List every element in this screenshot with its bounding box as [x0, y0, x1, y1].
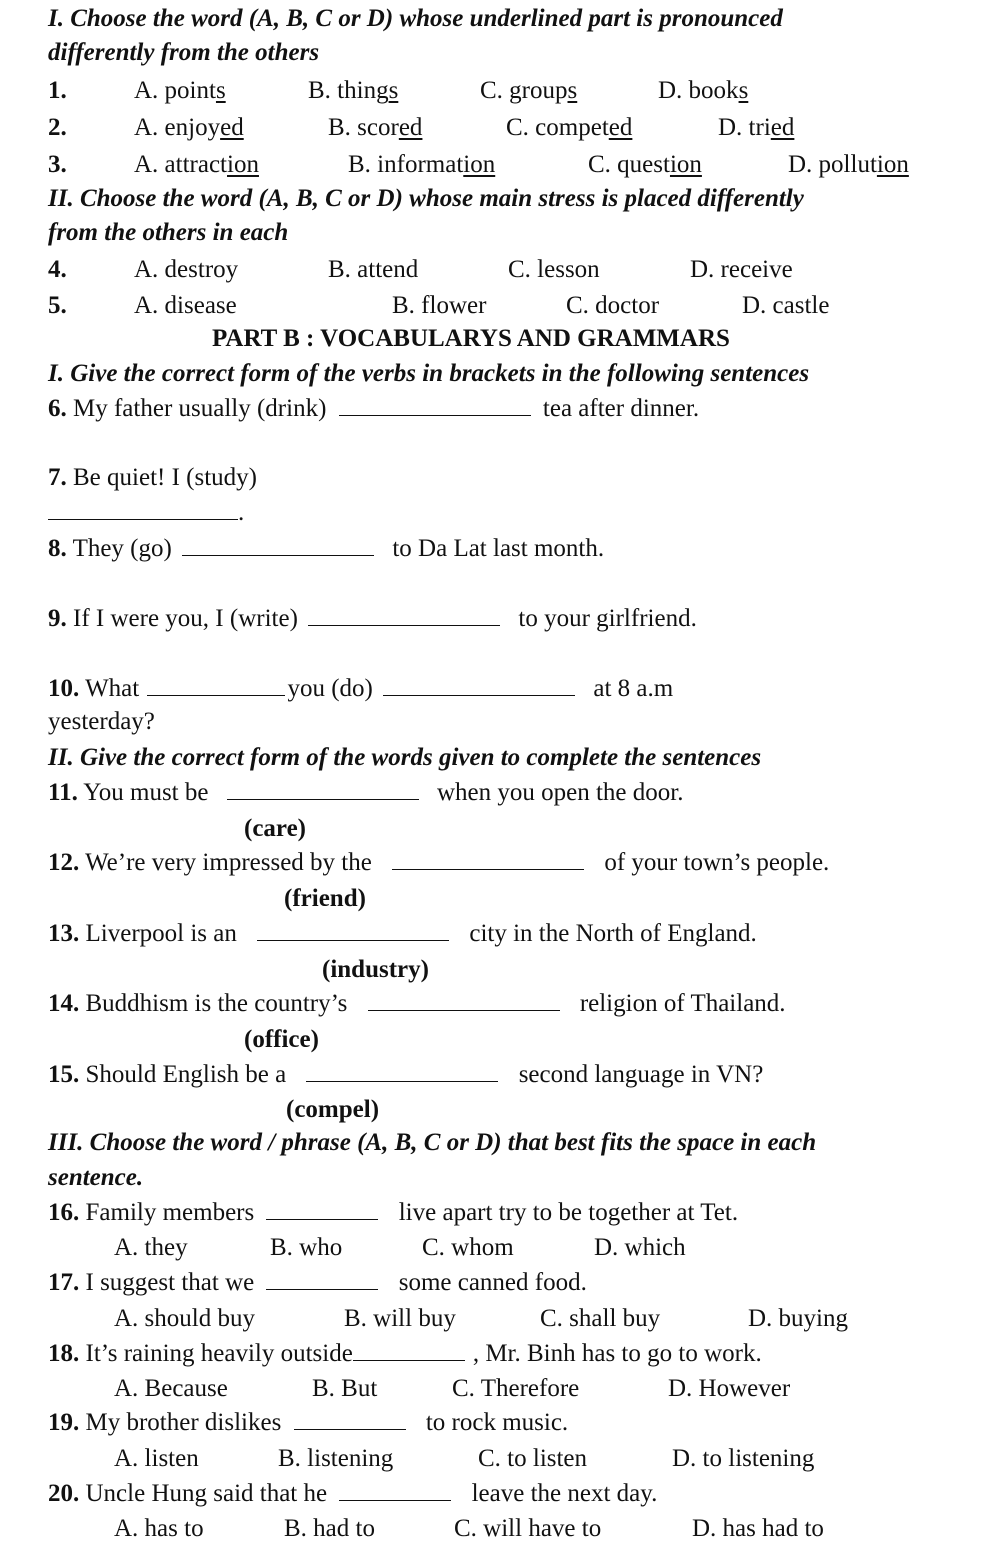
option-c: C. competed: [506, 114, 633, 141]
word-cue: (compel): [286, 1096, 380, 1123]
option-d[interactable]: D. which: [594, 1234, 686, 1261]
option-b[interactable]: B. will buy: [344, 1305, 456, 1332]
section-2-heading-cont: from the others in each: [48, 219, 289, 246]
answer-blank[interactable]: [294, 1407, 406, 1430]
question-19: 19. My brother dislikes to rock music.: [48, 1409, 569, 1436]
option-d: D. books: [658, 77, 749, 104]
word-cue: (care): [244, 815, 306, 842]
option-a[interactable]: A. they: [114, 1234, 188, 1261]
answer-blank[interactable]: [48, 497, 238, 520]
question-12: 12. We’re very impressed by the of your town’s people.: [48, 849, 830, 876]
word-cue: (industry): [322, 956, 429, 983]
section-4-heading: II. Give the correct form of the words given to complete the sentences: [48, 744, 762, 771]
question-number: 5.: [48, 292, 67, 319]
option-a[interactable]: A. should buy: [114, 1305, 255, 1332]
question-number: 3.: [48, 151, 67, 178]
answer-blank[interactable]: [339, 393, 531, 416]
option-b: B. flower: [392, 292, 487, 319]
option-a: A. disease: [134, 292, 237, 319]
answer-blank[interactable]: [266, 1267, 378, 1290]
question-18: 18. It’s raining heavily outside , Mr. Binh has to go to work.: [48, 1340, 762, 1367]
option-c: C. question: [588, 151, 702, 178]
option-c: C. groups: [480, 77, 578, 104]
option-d[interactable]: D. buying: [748, 1305, 848, 1332]
question-10-cont: yesterday?: [48, 708, 155, 735]
question-14: 14. Buddhism is the country’s religion of Thailand.: [48, 990, 786, 1017]
question-20: 20. Uncle Hung said that he leave the next day.: [48, 1480, 658, 1507]
answer-blank[interactable]: [257, 918, 449, 941]
question-13: 13. Liverpool is an city in the North of England.: [48, 920, 757, 947]
answer-blank[interactable]: [308, 603, 500, 626]
question-15: 15. Should English be a second language in VN?: [48, 1061, 764, 1088]
question-10: 10. What you (do) at 8 a.m: [48, 675, 674, 702]
question-9: 9. If I were you, I (write) to your girlfriend.: [48, 605, 697, 632]
option-c[interactable]: C. will have to: [454, 1515, 602, 1542]
question-number: 2.: [48, 114, 67, 141]
option-c: C. doctor: [566, 292, 660, 319]
question-8: 8. They (go) to Da Lat last month.: [48, 535, 605, 562]
option-a: A. attraction: [134, 151, 259, 178]
word-cue: (office): [244, 1026, 319, 1053]
option-d[interactable]: D. However: [668, 1375, 791, 1402]
option-b[interactable]: B. listening: [278, 1445, 394, 1472]
option-d[interactable]: D. has had to: [692, 1515, 824, 1542]
section-5-heading-cont: sentence.: [48, 1164, 144, 1191]
section-1-heading-cont: differently from the others: [48, 39, 320, 66]
question-7-answer-line: .: [48, 497, 244, 528]
answer-blank[interactable]: [383, 673, 575, 696]
option-d: D. pollution: [788, 151, 909, 178]
answer-blank[interactable]: [306, 1059, 498, 1082]
option-b: B. attend: [328, 256, 419, 283]
section-2-heading: II. Choose the word (A, B, C or D) whose main stress is placed differently: [48, 185, 804, 212]
question-number: 1.: [48, 77, 67, 104]
answer-blank[interactable]: [147, 673, 285, 696]
option-d: D. receive: [690, 256, 793, 283]
word-cue: (friend): [284, 885, 366, 912]
option-d[interactable]: D. to listening: [672, 1445, 815, 1472]
option-c[interactable]: C. Therefore: [452, 1375, 580, 1402]
option-b[interactable]: B. But: [312, 1375, 378, 1402]
question-7: 7. Be quiet! I (study): [48, 464, 257, 491]
question-6: 6. My father usually (drink) tea after dinner.: [48, 395, 700, 422]
answer-blank[interactable]: [339, 1478, 451, 1501]
option-a[interactable]: A. has to: [114, 1515, 204, 1542]
answer-blank[interactable]: [227, 777, 419, 800]
answer-blank[interactable]: [392, 847, 584, 870]
option-c[interactable]: C. shall buy: [540, 1305, 661, 1332]
option-d: D. castle: [742, 292, 830, 319]
option-a: A. enjoyed: [134, 114, 244, 141]
answer-blank[interactable]: [266, 1197, 378, 1220]
option-a[interactable]: A. Because: [114, 1375, 228, 1402]
section-5-heading: III. Choose the word / phrase (A, B, C or D) that best fits the space in each: [48, 1129, 817, 1156]
answer-blank[interactable]: [353, 1338, 465, 1361]
option-c: C. lesson: [508, 256, 600, 283]
option-a[interactable]: A. listen: [114, 1445, 199, 1472]
section-1-heading: I. Choose the word (A, B, C or D) whose underlined part is pronounced: [48, 5, 783, 32]
answer-blank[interactable]: [368, 988, 560, 1011]
option-b: B. things: [308, 77, 399, 104]
question-17: 17. I suggest that we some canned food.: [48, 1269, 587, 1296]
option-b[interactable]: B. had to: [284, 1515, 375, 1542]
answer-blank[interactable]: [182, 533, 374, 556]
part-b-title: PART B : VOCABULARYS AND GRAMMARS: [212, 325, 730, 352]
option-a: A. destroy: [134, 256, 239, 283]
question-number: 4.: [48, 256, 67, 283]
option-d: D. tried: [718, 114, 795, 141]
question-11: 11. You must be when you open the door.: [48, 779, 684, 806]
option-c[interactable]: C. to listen: [478, 1445, 588, 1472]
option-b: B. scored: [328, 114, 423, 141]
option-b[interactable]: B. who: [270, 1234, 343, 1261]
section-3-heading: I. Give the correct form of the verbs in brackets in the following sentences: [48, 360, 810, 387]
option-a: A. points: [134, 77, 226, 104]
question-16: 16. Family members live apart try to be together at Tet.: [48, 1199, 739, 1226]
option-b: B. information: [348, 151, 496, 178]
option-c[interactable]: C. whom: [422, 1234, 514, 1261]
